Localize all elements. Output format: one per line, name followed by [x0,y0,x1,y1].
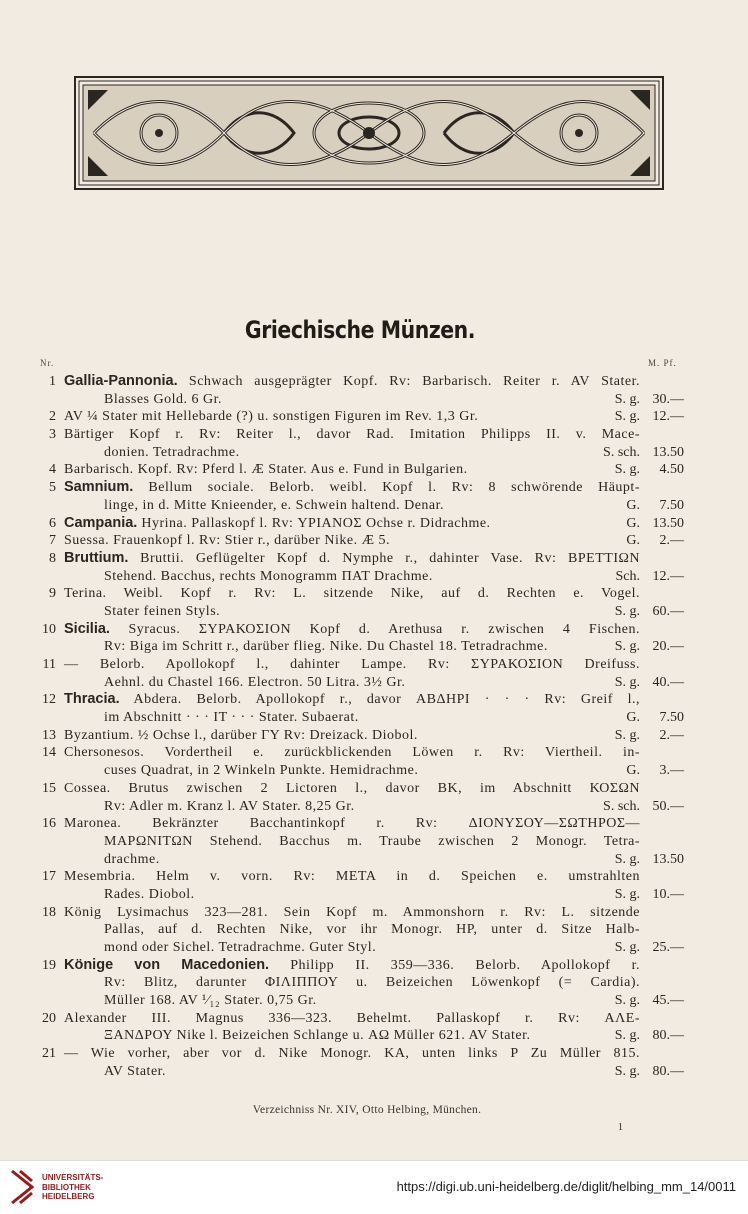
description-text: Bruttii. Geflügelter Kopf d. Nymphe r., dahinter Vase. Rv: ΒΡΕΤΤΙΩΝ [128,550,640,566]
entry-text [64,408,640,426]
description-text: — Wie vorher, aber vor d. Nike Monogr. KA, unten links P Zu Müller 815. [64,1046,640,1062]
description-text: Blasses Gold. 6 Gr. [104,391,222,407]
entry-text [104,921,640,939]
entry-line [0,550,748,568]
entry-text [104,992,640,1010]
viewer-bottom-bar [0,1160,748,1214]
library-name-line-2: BIBLIOTHEK [42,1182,91,1192]
entry-line [0,532,748,550]
price: 13.50 [652,515,684,531]
entry-line [0,674,748,692]
permalink-url[interactable]: https://digi.ub.uni-heidelberg.de/diglit/helbing_mm_14/0011 [396,1179,736,1194]
entry-text [64,515,640,533]
entry-line [0,656,748,674]
entry-number: 15 [42,780,56,796]
description-text: Mesembria. Helm v. vorn. Rv: ΜΕΤΑ in d. Speichen e. umstrahlten [64,869,640,885]
entry-text [104,497,640,515]
entry-number: 17 [42,869,56,885]
description-text: Stater feinen Styls. [104,603,221,619]
entry-text [64,904,640,922]
description-text: Pallas, auf d. Rechten Nike, vor ihr Monogr. ΗΡ, unter d. Sitze Halb- [104,922,640,938]
entry-text [64,1010,640,1028]
condition-grade: S. g. [614,1028,640,1044]
entry-number: 5 [49,480,56,496]
entry-line [0,921,748,939]
description-text: Rv: Biga im Schritt r., darüber flieg. Nike. Du Chastel 18. Tetradrachme. [104,639,548,655]
coin-entries [0,373,748,1081]
condition-grade: S. g. [614,993,640,1009]
entry-text [104,709,640,727]
entry-line [0,780,748,798]
description-text: Chersonesos. Vordertheil e. zurückblickenden Löwen r. Rv: Viertheil. in- [64,745,640,761]
description-text: Hyrina. Pallaskopf l. Rv: ΥΡΙΑΝΟΣ Ochse r. Didrachme. [137,515,491,531]
price: 50.— [652,798,684,814]
region-label: Campania. [64,514,138,531]
entry-text [104,638,640,656]
entry-text [104,886,640,904]
entry-text [104,444,640,462]
entry-line [0,444,748,462]
description-text: cuses Quadrat, in 2 Winkeln Punkte. Hemidrachme. [104,763,419,779]
entry-number: 4 [49,462,56,478]
entry-text [64,727,640,745]
entry-text [64,868,640,886]
entry-text [104,391,640,409]
column-header-price: M. Pf. [648,358,677,368]
condition-grade: G. [626,497,640,513]
entry-number: 19 [42,957,56,973]
entry-text [104,674,640,692]
condition-grade: S. g. [614,1063,640,1079]
description-text: Bellum sociale. Belorb. weibl. Kopf l. Rv: 8 schwörende Häupt- [133,480,640,496]
price: 80.— [652,1028,684,1044]
condition-grade: S. g. [614,727,640,743]
description-text: drachme. [104,851,160,867]
description-text: AV ¼ Stater mit Hellebarde (?) u. sonstigen Figuren im Rev. 1,3 Gr. [64,409,479,425]
entry-number: 14 [42,745,56,761]
region-label: Bruttium. [64,549,129,566]
condition-grade: S. g. [614,851,640,867]
entry-line [0,762,748,780]
entry-line [0,585,748,603]
condition-grade: S. g. [614,391,640,407]
price: 45.— [652,993,684,1009]
entry-line [0,497,748,515]
entry-line [0,833,748,851]
entry-line [0,691,748,709]
description-text: Syracus. ΣΥΡΑΚΟΣΙΟΝ Kopf d. Arethusa r. zwischen 4 Fischen. [109,621,640,637]
entry-line [0,426,748,444]
condition-grade: S. sch. [603,444,640,460]
condition-grade: S. g. [614,674,640,690]
description-text: ΞΑΝΔΡΟΥ Nike l. Beizeichen Schlange u. ΑΩ Müller 621. AV Stater. [104,1028,531,1044]
condition-grade: S. g. [614,639,640,655]
entry-line [0,638,748,656]
description-text: linge, in d. Mitte Knieender, e. Schwein haltend. Denar. [104,497,445,513]
entry-line [0,1063,748,1081]
region-label: Könige von Macedonien. [64,956,270,973]
entry-line [0,974,748,992]
description-text: König Lysimachus 323—281. Sein Kopf m. Ammonshorn r. Rv: L. sitzende [64,904,640,920]
description-text: Bärtiger Kopf r. Rv: Reiter l., davor Rad. Imitation Philipps II. v. Mace- [64,427,640,443]
description-text: AV Stater. [104,1063,167,1079]
condition-grade: S. g. [614,940,640,955]
price: 60.— [652,603,684,619]
entry-line [0,1010,748,1028]
price: 3.— [659,763,684,779]
entry-text [64,815,640,833]
entry-text [64,426,640,444]
entry-line [0,939,748,957]
entry-text [64,656,640,674]
price: 2.— [659,727,684,743]
entry-number: 2 [49,409,56,425]
description-text: Alexander III. Magnus 336—323. Behelmt. Pallaskopf r. Rv: ΑΛΕ- [64,1010,640,1026]
entry-line [0,957,748,975]
entry-line [0,992,748,1010]
entry-line [0,886,748,904]
price: 80.— [652,1063,684,1079]
condition-grade: G. [626,763,640,779]
entry-line [0,408,748,426]
price: 40.— [652,674,684,690]
entry-text [104,939,640,957]
library-name-line-3: HEIDELBERG [42,1192,95,1201]
price: 13.50 [652,444,684,460]
entry-line [0,744,748,762]
entry-text [104,603,640,621]
entry-line [0,461,748,479]
price: 13.50 [652,851,684,867]
entry-number: 3 [49,427,56,443]
entry-text [104,974,640,992]
entry-text [104,798,640,816]
entry-number: 16 [42,816,56,832]
description-text: Suessa. Frauenkopf l. Rv: Stier r., darüber Nike. Æ 5. [64,533,391,549]
description-text: Müller 168. AV ¹⁄₁₂ Stater. 0,75 Gr. [104,993,317,1009]
price: 2.— [659,533,684,549]
condition-grade: S. g. [614,462,640,478]
entry-line [0,727,748,745]
entry-number: 18 [42,904,56,920]
entry-text [64,479,640,497]
entry-number: 13 [42,727,56,743]
entry-text [104,1027,640,1045]
entry-text [64,550,640,568]
price: 12.— [652,409,684,425]
description-text: Byzantium. ½ Ochse l., darüber ΓΥ Rv: Dreizack. Diobol. [64,727,418,743]
description-text: Aehnl. du Chastel 166. Electron. 50 Litra. 3½ Gr. [104,674,406,690]
condition-grade: S. sch. [603,798,640,814]
entry-text [104,851,640,869]
description-text: mond oder Sichel. Tetradrachme. Guter Styl. [104,940,377,955]
condition-grade: S. g. [614,409,640,425]
entry-line [0,515,748,533]
entry-text [104,833,640,851]
entry-line [0,904,748,922]
description-text: Maronea. Bekränzter Bacchantinkopf r. Rv: ΔΙΟΝΥΣΟΥ—ΣΩΤΗΡΟΣ— [64,816,640,832]
entry-line [0,621,748,639]
entry-number: 10 [42,621,56,637]
entry-line [0,373,748,391]
entry-number: 9 [49,586,56,602]
price: 25.— [652,940,684,955]
condition-grade: S. g. [614,886,640,902]
entry-text [64,691,640,709]
price: 4.50 [659,462,684,478]
condition-grade: S. g. [614,603,640,619]
entry-text [64,1045,640,1063]
entry-text [64,585,640,603]
price: 12.— [652,568,684,584]
description-text: im Abschnitt · · · ΙΤ · · · Stater. Subaerat. [104,710,359,726]
entry-line [0,1027,748,1045]
university-library-logo-icon[interactable] [8,1167,36,1207]
entry-line [0,479,748,497]
entry-number: 12 [42,692,56,708]
entry-text [104,1063,640,1081]
price: 7.50 [659,710,684,726]
entry-line [0,391,748,409]
description-text: Rv: Blitz, darunter ΦΙΛΙΠΠΟΥ u. Beizeichen Löwenkopf (= Cardia). [104,975,640,991]
entry-number: 20 [42,1010,56,1026]
entry-text [64,744,640,762]
entry-line [0,851,748,869]
condition-grade: Sch. [615,568,640,584]
entry-text [64,461,640,479]
region-label: Samnium. [64,479,134,496]
description-text: Stehend. Bacchus, rechts Monogramm ΠΑΤ Drachme. [104,568,433,584]
entry-text [64,373,640,391]
description-text: Abdera. Belorb. Apollokopf r., davor ΑΒΔΗΡΙ · · · Rv: Greif l., [119,692,640,708]
library-name [42,1173,103,1202]
catalog-footer: Verzeichniss Nr. XIV, Otto Helbing, München. [252,1104,482,1116]
condition-grade: G. [626,710,640,726]
page-number: 1 [618,1122,623,1133]
entry-line [0,709,748,727]
region-label: Gallia-Pannonia. [64,373,178,389]
entry-number: 11 [42,657,56,672]
entry-line [0,603,748,621]
decorative-ornament-band [74,76,664,190]
entry-line [0,798,748,816]
entry-text [64,532,640,550]
description-text: Schwach ausgeprägter Kopf. Rv: Barbarisch. Reiter r. AV Stater. [177,374,640,389]
entry-text [104,568,640,586]
entry-number: 21 [42,1046,56,1062]
entry-text [104,762,640,780]
price: 10.— [652,886,684,902]
price: 30.— [652,391,684,407]
entry-number: 6 [49,515,56,531]
column-header-number: Nr. [40,358,55,368]
entry-line [0,568,748,586]
description-text: — Belorb. Apollokopf l., dahinter Lampe. Rv: ΣΥΡΑΚΟΣΙΟΝ Dreifuss. [64,657,640,672]
region-label: Sicilia. [64,620,110,637]
entry-line [0,815,748,833]
condition-grade: G. [626,515,640,531]
description-text: donien. Tetradrachme. [104,444,240,460]
entry-text [64,957,640,975]
entry-text [64,621,640,639]
entry-number: 7 [49,533,56,549]
description-text: Rv: Adler m. Kranz l. AV Stater. 8,25 Gr. [104,798,355,814]
entry-text [64,780,640,798]
entry-number: 8 [49,550,56,566]
region-label: Thracia. [64,691,120,708]
entry-line [0,868,748,886]
entry-line [0,1045,748,1063]
condition-grade: G. [626,533,640,549]
description-text: ΜΑΡΩΝΙΤΩΝ Stehend. Bacchus m. Traube zwischen 2 Monogr. Tetra- [104,833,640,849]
page-title: Griechische Münzen. [244,316,476,344]
description-text: Cossea. Brutus zwischen 2 Lictoren l., davor BK, im Abschnitt ΚΟΣΩΝ [64,780,640,796]
library-name-line-1: UNIVERSITÄTS- [42,1173,104,1182]
entry-number: 1 [49,374,56,389]
price: 7.50 [659,497,684,513]
description-text: Terina. Weibl. Kopf r. Rv: L. sitzende Nike, auf d. Rechten e. Vogel. [64,586,640,602]
description-text: Philipp II. 359—336. Belorb. Apollokopf r. [269,957,640,973]
price: 20.— [652,639,684,655]
description-text: Rades. Diobol. [104,886,195,902]
description-text: Barbarisch. Kopf. Rv: Pferd l. Æ Stater. Aus e. Fund in Bulgarien. [64,462,468,478]
